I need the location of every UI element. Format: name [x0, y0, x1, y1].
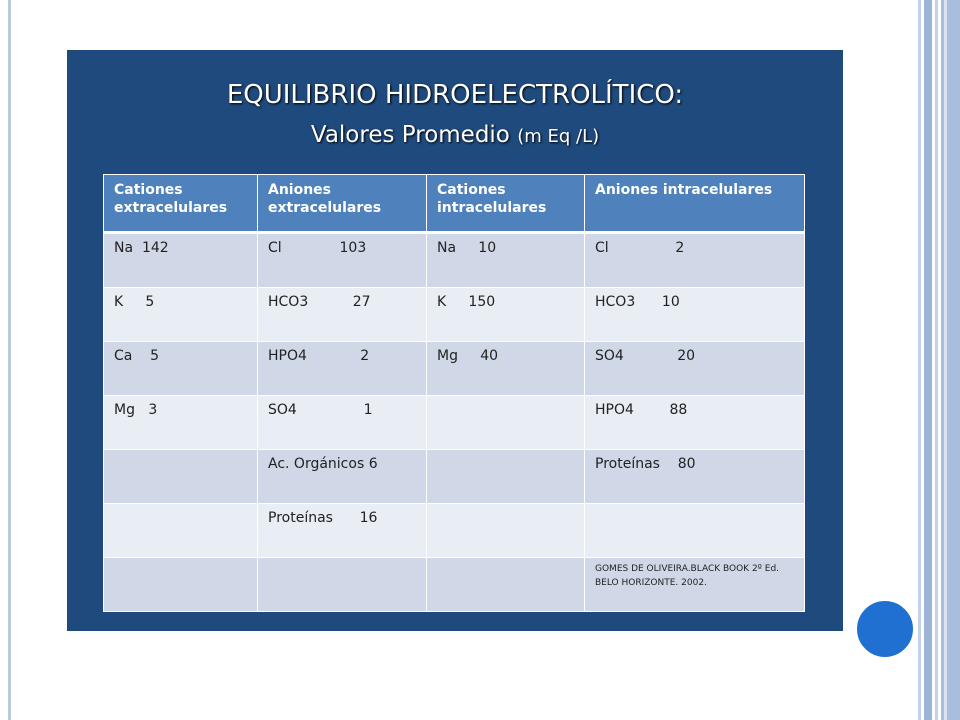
table-cell: K 150 — [427, 288, 585, 342]
table-cell: Proteínas 16 — [258, 504, 427, 558]
slide-title: EQUILIBRIO HIDROELECTROLÍTICO: — [226, 80, 684, 110]
subtitle-unit: (m Eq /L) — [517, 126, 600, 147]
table-cell: HCO3 10 — [585, 288, 805, 342]
table-cell — [427, 558, 585, 612]
header-cell: Cationes extracelulares — [104, 175, 258, 233]
left-frame-line — [8, 0, 11, 720]
subtitle-main: Valores Promedio — [310, 122, 510, 148]
table-cell: SO4 1 — [258, 396, 427, 450]
table-cell: Mg 40 — [427, 342, 585, 396]
table-cell: Proteínas 80 — [585, 450, 805, 504]
slide-subtitle — [67, 122, 843, 148]
source-citation: GOMES DE OLIVEIRA.BLACK BOOK 2º Ed. BELO HORIZONTE. 2002. — [585, 558, 805, 612]
header-cell: Aniones extracelulares — [258, 175, 427, 233]
table-cell: HPO4 88 — [585, 396, 805, 450]
table-cell: Ca 5 — [104, 342, 258, 396]
right-frame-strip — [924, 0, 932, 720]
table-cell — [104, 450, 258, 504]
table-row — [104, 396, 805, 450]
table-cell — [104, 558, 258, 612]
table-cell: HPO4 2 — [258, 342, 427, 396]
table-cell — [427, 450, 585, 504]
table-cell: Na 142 — [104, 233, 258, 288]
table-row — [104, 504, 805, 558]
header-cell: Aniones intracelulares — [585, 175, 805, 233]
table-header-row — [104, 175, 805, 233]
table-cell — [427, 504, 585, 558]
table-row — [104, 233, 805, 288]
table-cell — [258, 558, 427, 612]
table-cell: SO4 20 — [585, 342, 805, 396]
table-cell: Cl 2 — [585, 233, 805, 288]
table-row — [104, 288, 805, 342]
right-frame-strip — [935, 0, 938, 720]
right-frame-strip — [918, 0, 921, 720]
table-row — [104, 558, 805, 612]
slide-panel — [67, 50, 843, 631]
table-cell — [427, 396, 585, 450]
electrolyte-table — [103, 174, 805, 612]
decorative-circle — [855, 599, 915, 659]
table-cell: Na 10 — [427, 233, 585, 288]
table-row — [104, 450, 805, 504]
table-cell: Mg 3 — [104, 396, 258, 450]
header-cell: Cationes intracelulares — [427, 175, 585, 233]
right-frame-strip — [944, 0, 947, 720]
table-cell: Cl 103 — [258, 233, 427, 288]
table-row — [104, 342, 805, 396]
table-cell: Ac. Orgánicos 6 — [258, 450, 427, 504]
table-cell: HCO3 27 — [258, 288, 427, 342]
table-cell: K 5 — [104, 288, 258, 342]
table-cell — [585, 504, 805, 558]
table-cell — [104, 504, 258, 558]
